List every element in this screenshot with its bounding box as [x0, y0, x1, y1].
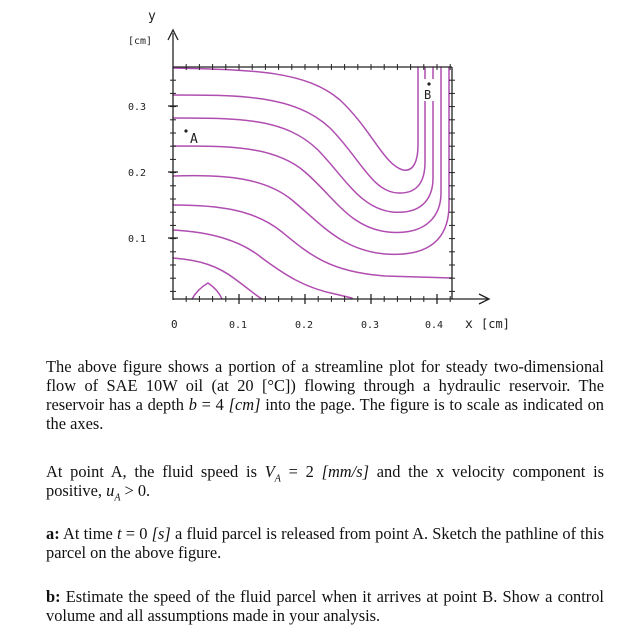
y-axis-label: y [148, 9, 156, 24]
point-b-label: B [424, 88, 432, 102]
point-b-marker [427, 82, 430, 85]
streamline-8 [173, 258, 262, 299]
question-a: a: At time t = 0 [s] a fluid parcel is released from point A. Sketch the pathline of this parcel on the above figure. [46, 524, 604, 562]
x-tick-label: 0.2 [295, 320, 314, 331]
point-a-marker [184, 129, 187, 132]
x-axis-label: x [465, 317, 473, 332]
x-tick-label: 0.1 [229, 320, 248, 331]
y-tick-label: 0.1 [128, 234, 147, 245]
question-b: b: Estimate the speed of the fluid parcel when it arrives at point B. Show a control volume and all assumptions made in your analysis. [46, 587, 604, 625]
streamline-2 [173, 67, 425, 193]
streamline-3 [173, 67, 433, 212]
problem-description: The above figure shows a portion of a streamline plot for steady two-dimensional flow of SAE 10W oil (at 20 [°C]) flowing through a hydraulic reservoir. The reservoir has a depth b = 4 [cm] into the page. The figure is to scale as indicated on the axes. [46, 357, 604, 433]
x-tick-label: 0.3 [361, 320, 380, 331]
point-a-conditions: At point A, the fluid speed is $V_A = 2$ [mm/s] and the x velocity component is positive, $u_A > 0$. [46, 462, 605, 504]
y-tick-label: 0.2 [128, 168, 147, 179]
x-axis-unit: [cm] [481, 317, 510, 331]
y-axis-unit: [cm] [128, 36, 153, 47]
streamline-4 [173, 67, 441, 232]
streamlines [173, 67, 452, 299]
point-a-label: A [190, 132, 198, 147]
streamline-7 [173, 230, 352, 298]
x-tick-label: 0.4 [425, 320, 444, 331]
origin-label: 0 [171, 318, 178, 331]
streamline-9 [192, 283, 222, 299]
y-tick-label: 0.3 [128, 102, 147, 113]
